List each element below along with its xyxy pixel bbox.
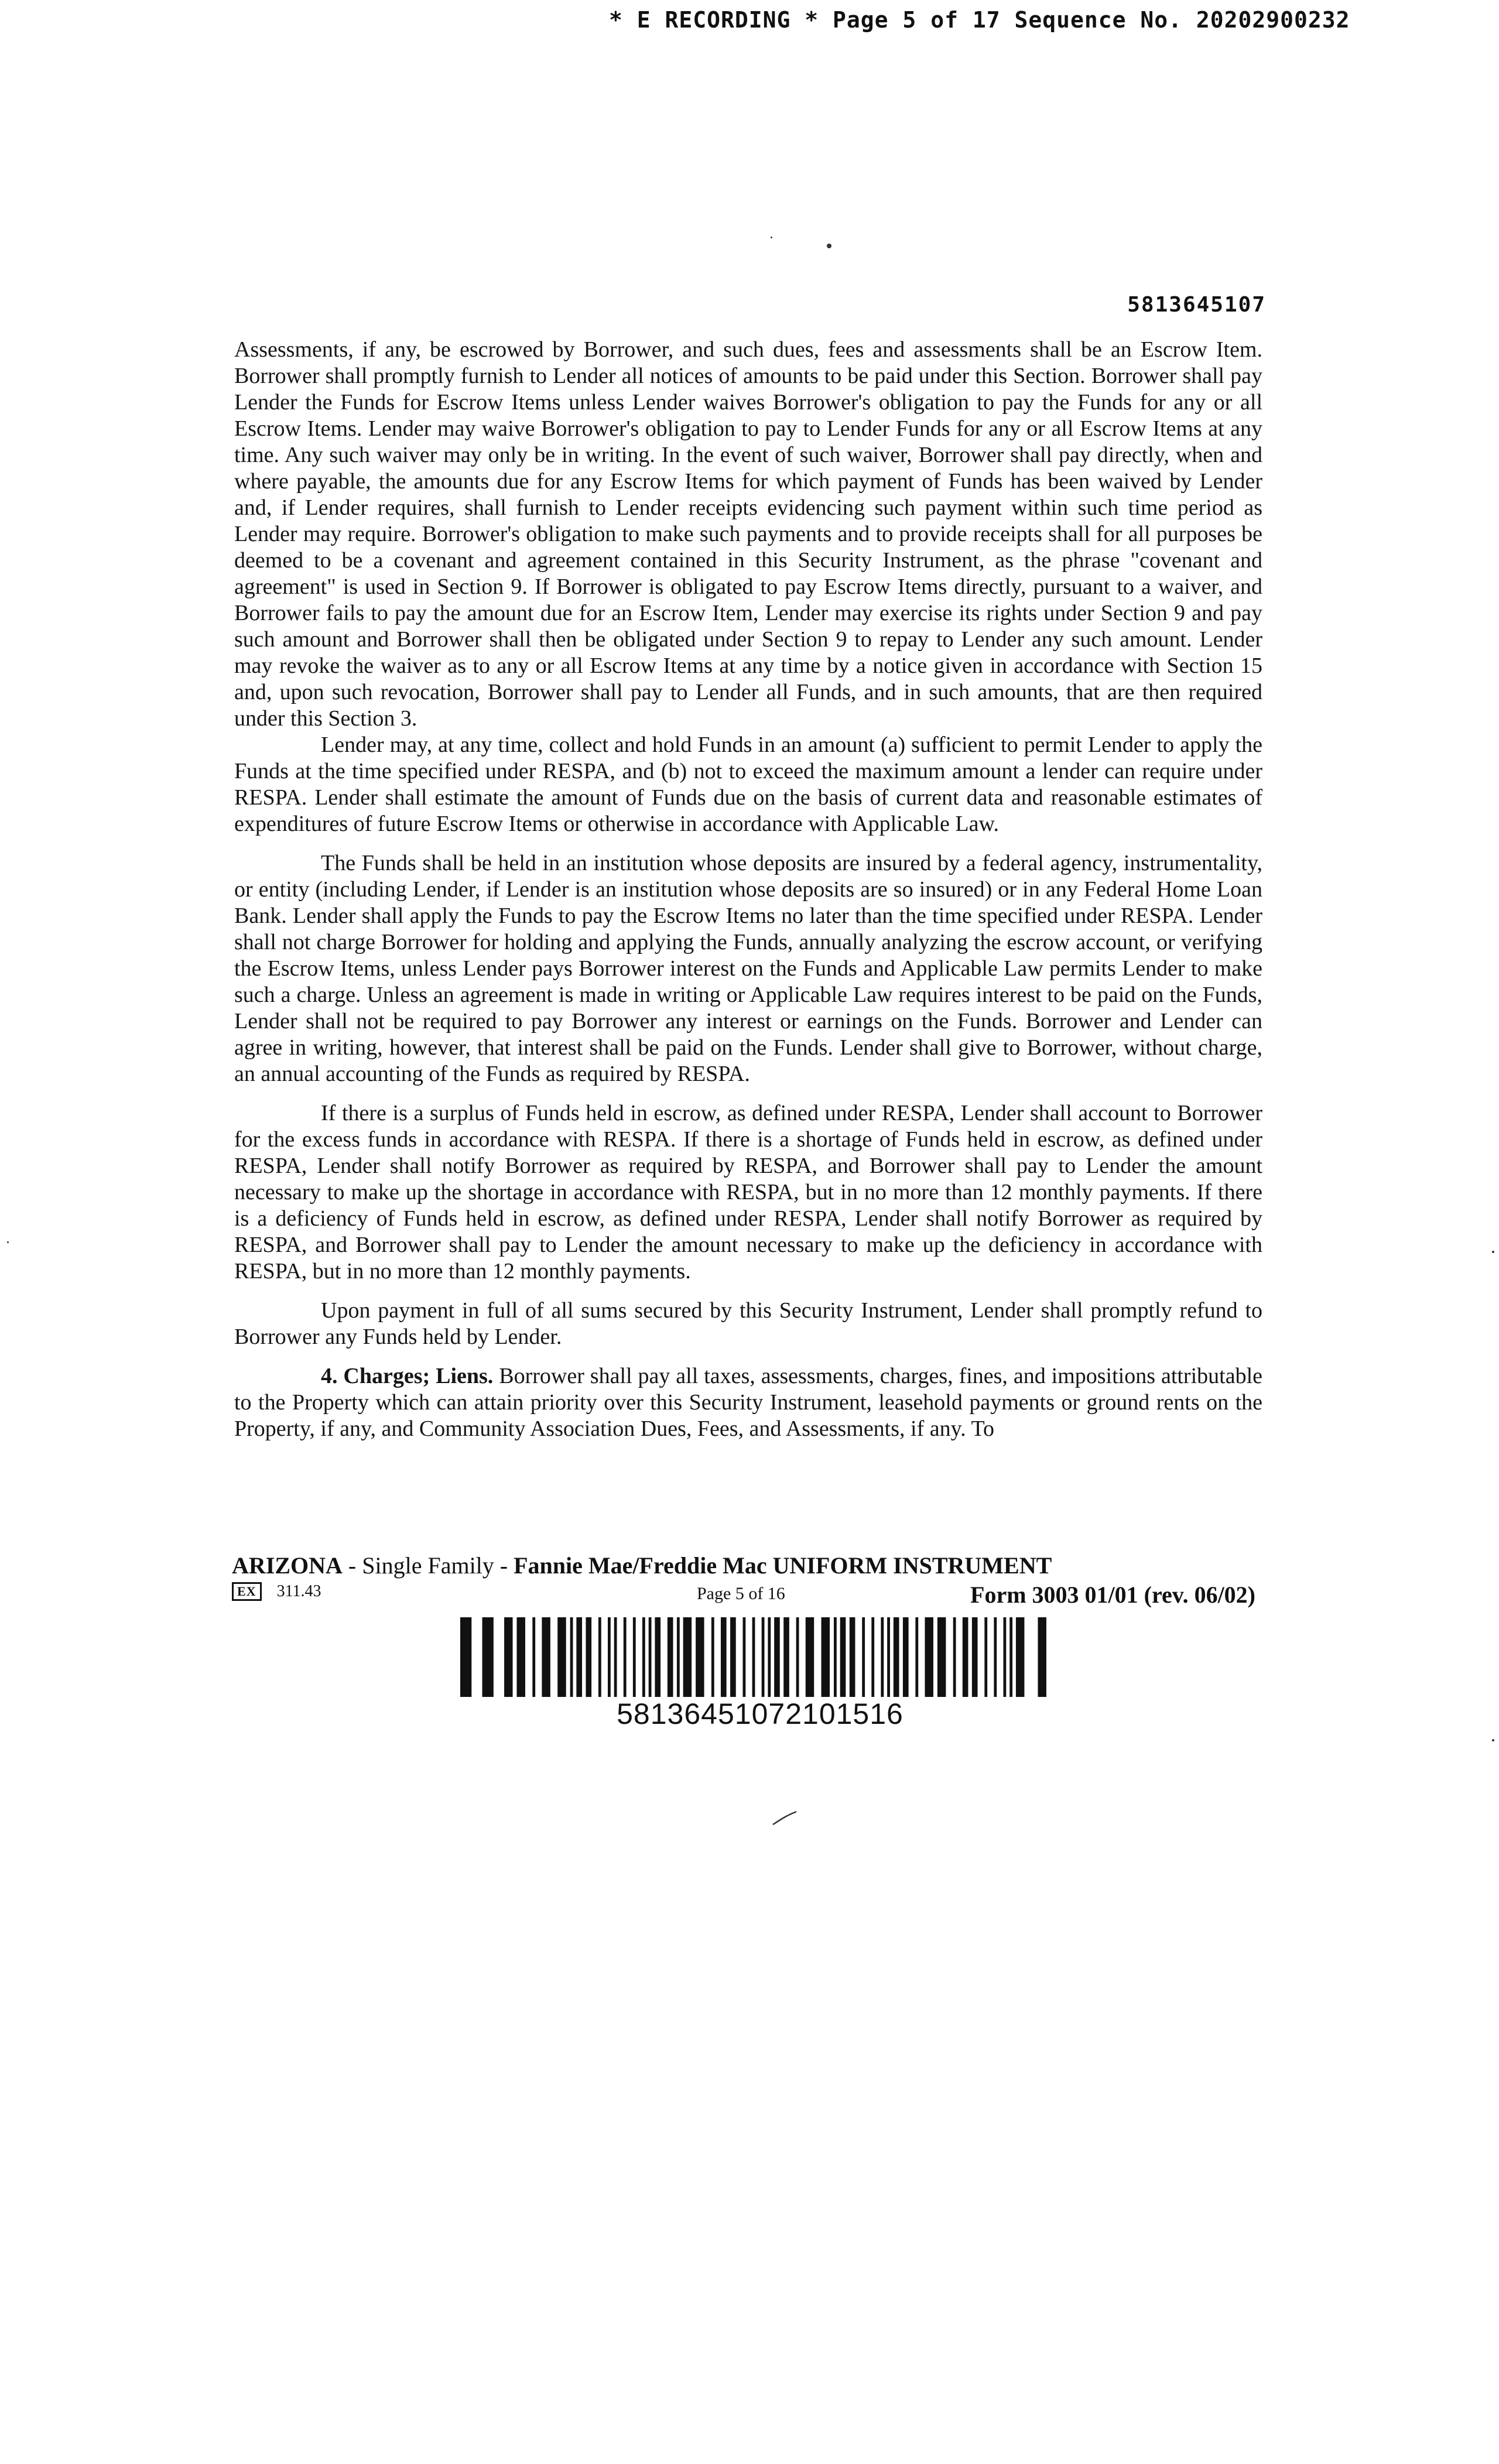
scan-speck [771,237,772,238]
barcode-bar [633,1617,636,1697]
barcode-bar [915,1617,918,1697]
barcode-bar [532,1617,535,1697]
barcode-bar [1004,1617,1007,1697]
footer-state: ARIZONA [232,1552,343,1579]
barcode-bar [696,1617,704,1697]
barcode-bar [730,1617,736,1697]
barcode-bar [894,1617,899,1697]
barcode-bar [642,1617,645,1697]
footer-page-number: Page 5 of 16 [697,1584,785,1603]
barcode-bar [711,1617,714,1697]
loan-number: 5813645107 [1127,293,1266,317]
ex-logo: EX [232,1582,262,1601]
barcode-bar [482,1617,494,1697]
barcode-bar [1009,1617,1012,1697]
barcode-bar [994,1617,997,1697]
paragraph-funds-held: The Funds shall be held in an institution whose deposits are insured by a federal agency, instrumentality, or entity (including Lender, if Lender is an institution whose deposits are so insured) or in any Federal Home Loan Bank. Lender shall apply the Funds to pay the Escrow Items no later than the time specified under RESPA. Lender shall not charge Borrower for holding and applying the Funds, annually analyzing the escrow account, or verifying the Escrow Items, unless Lender pays Borrower interest on the Funds and Applicable Law permits Lender to make such a charge. Unless an agreement is made in writing or Applicable Law requires interest to be paid on the Funds, Lender shall not be required to pay Borrower any interest or earnings on the Funds. Borrower and Lender can agree in writing, however, that interest shall be paid on the Funds. Lender shall give to Borrower, without charge, an annual accounting of the Funds as required by RESPA. [234,851,1262,1086]
barcode-bar [542,1617,550,1697]
paragraph-collect-funds: Lender may, at any time, collect and hold Funds in an amount (a) sufficient to permit Lender to apply the Funds at the time specified under RESPA, and (b) not to exceed the maximum amount a lender can require under RESPA. Lender shall estimate the amount of Funds due on the basis of current data and reasonable estimates of expenditures of future Escrow Items or otherwise in accordance with Applicable Law. [234,733,1262,836]
barcode-bar [887,1617,890,1697]
barcode-bar [570,1617,573,1697]
barcode-bar [850,1617,855,1697]
recording-header: * E RECORDING * Page 5 of 17 Sequence No. 20202900232 [609,7,1350,33]
barcode-bar [796,1617,799,1697]
scan-speck [7,1241,9,1243]
barcode-bar [953,1617,956,1697]
barcode-bar [557,1617,566,1697]
barcode-bar [783,1617,789,1697]
barcode-bar [768,1617,771,1697]
barcode-bar [806,1617,814,1697]
barcode-bar [752,1617,755,1697]
barcode-bar [881,1617,884,1697]
paragraph-surplus-shortage: If there is a surplus of Funds held in escrow, as defined under RESPA, Lender shall account to Borrower for the excess funds in accordance with RESPA. If there is a shortage of Funds held in escrow, as defined under RESPA, Lender shall notify Borrower as required by RESPA, and Borrower shall pay to Lender the amount necessary to make up the shortage in accordance with RESPA, but in no more than 12 monthly payments. If there is a deficiency of Funds held in escrow, as defined under RESPA, Lender shall notify Borrower as required by RESPA, and Borrower shall pay to Lender the amount necessary to make up the deficiency in accordance with RESPA, but in no more than 12 monthly payments. [234,1101,1262,1284]
barcode-bar [774,1617,780,1697]
barcode-bar [984,1617,987,1697]
barcode-bar [862,1617,865,1697]
barcode-digits: 58136451072101516 [617,1698,903,1730]
barcode-bar [649,1617,652,1697]
barcode-bar [576,1617,582,1697]
paragraph-escrow-waiver: Assessments, if any, be escrowed by Borrower, and such dues, fees and assessments shall be an Escrow Item. Borrower shall promptly furnish to Lender all notices of amounts to be paid under this Section. Borrower shall pay Lender the Funds for Escrow Items unless Lender waives Borrower's obligation to pay the Funds for any or all Escrow Items. Lender may waive Borrower's obligation to pay to Lender Funds for any or all Escrow Items at any time. Any such waiver may only be in writing. In the event of such waiver, Borrower shall pay directly, when and where payable, the amounts due for any Escrow Items for which payment of Funds has been waived by Lender and, if Lender requires, shall furnish to Lender receipts evidencing such payment within such time period as Lender may require. Borrower's obligation to make such payments and to provide receipts shall for all purposes be deemed to be a covenant and agreement contained in this Security Instrument, as the phrase "covenant and agreement" is used in Section 9. If Borrower is obligated to pay Escrow Items directly, pursuant to a waiver, and Borrower fails to pay the amount due for an Escrow Item, Lender may exercise its rights under Section 9 and pay such amount and Borrower shall then be obligated under Section 9 to repay to Lender any such amount. Lender may revoke the waiver as to any or all Escrow Items at any time by a notice given in accordance with Section 15 and, upon such revocation, Borrower shall pay to Lender all Funds, and in such amounts, that are then required under this Section 3. [234,337,1262,731]
footer-title [232,1552,1052,1579]
barcode-bar [504,1617,512,1697]
barcode-bar [721,1617,727,1697]
barcode-bar [608,1617,611,1697]
barcode-bar [903,1617,909,1697]
barcode-bar [963,1617,968,1697]
scan-speck [1492,1739,1494,1741]
barcode-bar [683,1617,692,1697]
barcode-bar [1038,1617,1046,1697]
paragraph-charges-liens [234,1363,1262,1442]
barcode-bar [840,1617,846,1697]
barcode-bar [598,1617,601,1697]
footer-form-code [232,1582,321,1601]
barcode-bar [871,1617,874,1697]
barcode-bar [937,1617,946,1697]
barcode-bar [586,1617,591,1697]
barcode-bar [1016,1617,1024,1697]
barcode-bar [668,1617,673,1697]
barcode-bar [677,1617,680,1697]
section-heading: 4. Charges; Liens. [321,1364,494,1388]
section-text: Borrower shall pay all taxes, assessments, charges, fines, and impositions attributable to the Property which can attain priority over this Security Instrument, leasehold payments or ground rents on the Property, if any, and Community Association Dues, Fees, and Assessments, if any. To [234,1364,1262,1441]
pen-mark [772,1811,798,1826]
scan-speck [1492,1251,1494,1253]
barcode-bar [517,1617,525,1697]
barcode-bar [834,1617,837,1697]
barcode-bar [822,1617,830,1697]
document-body [234,337,1262,1455]
barcode-bar [655,1617,660,1697]
footer-form-number: Form 3003 01/01 (rev. 06/02) [970,1582,1255,1608]
barcode-bar [972,1617,978,1697]
barcode-bar [743,1617,746,1697]
footer-separator: - Single Family - [342,1552,514,1579]
footer-code-number: 311.43 [276,1582,321,1600]
scan-speck [827,244,831,248]
footer-instrument: Fannie Mae/Freddie Mac UNIFORM INSTRUMENT [514,1552,1052,1579]
paragraph-refund: Upon payment in full of all sums secured by this Security Instrument, Lender shall promptly refund to Borrower any Funds held by Lender. [234,1298,1262,1349]
barcode-bar [624,1617,627,1697]
barcode-bar [762,1617,765,1697]
barcode-bar [614,1617,617,1697]
barcode [460,1617,1060,1697]
barcode-bar [925,1617,933,1697]
barcode-bar [460,1617,471,1697]
